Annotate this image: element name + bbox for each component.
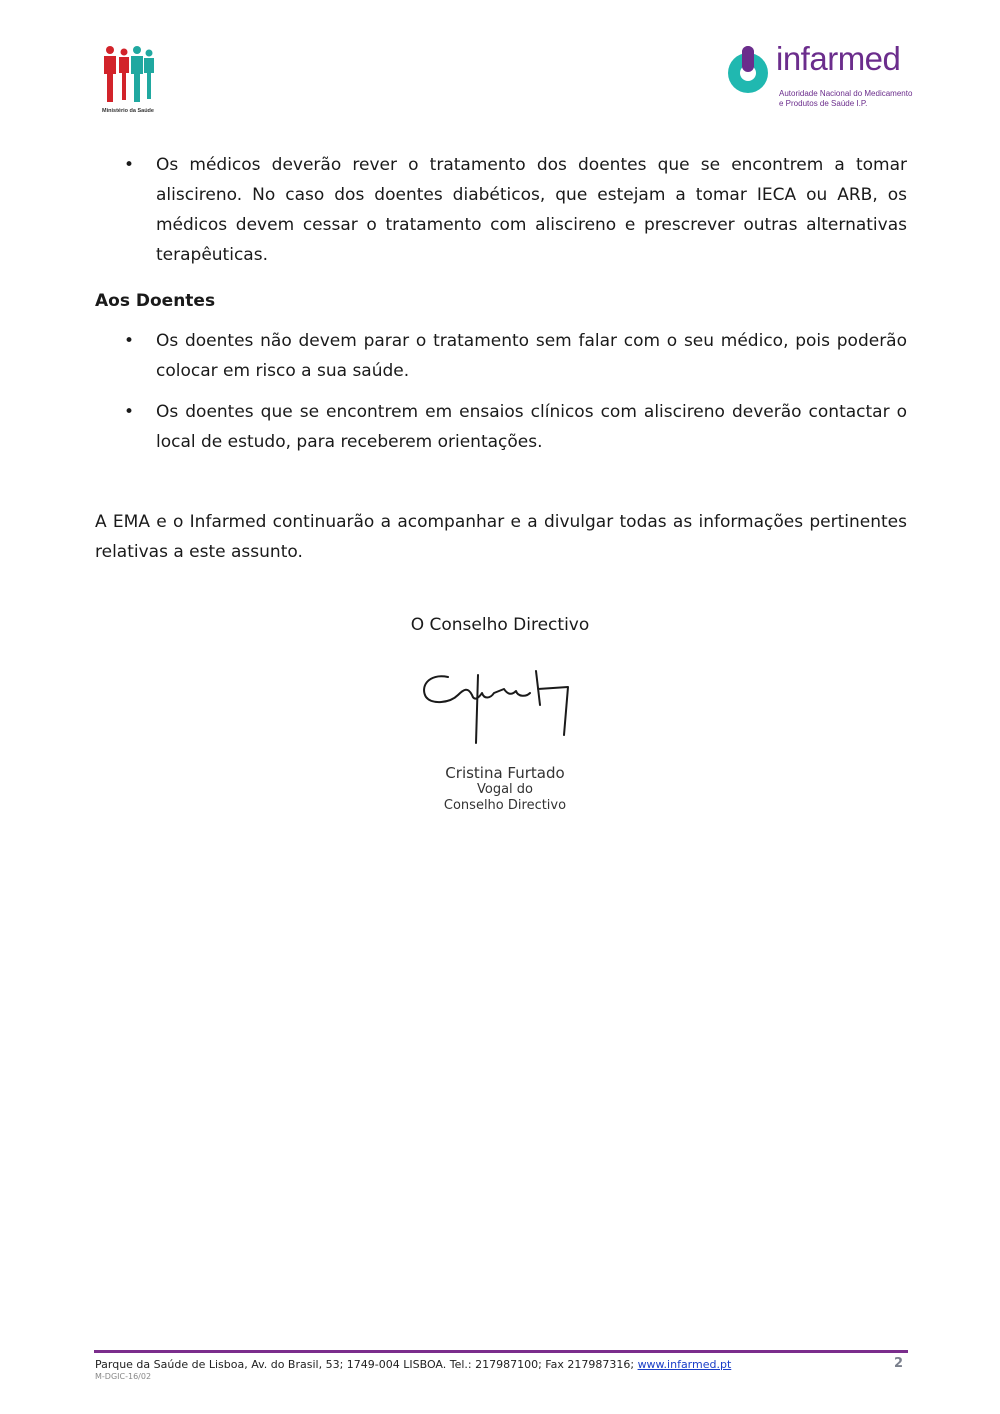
infarmed-subtitle xyxy=(779,89,912,109)
infarmed-subtitle-line2: e Produtos de Saúde I.P. xyxy=(779,99,868,108)
doctors-bullet: • Os médicos deverão rever o tratamento dos doentes que se encontrem a tomar aliscireno. No caso dos doentes diabéticos, que estejam a tomar IECA ou ARB, os médicos devem cessar o tratamento com aliscireno e prescrever outras alternativas terapêuticas. xyxy=(95,150,907,270)
signatory-role-line2: Conselho Directivo xyxy=(443,798,567,813)
page-number: 2 xyxy=(894,1356,904,1371)
form-code: M-DGIC-16/02 xyxy=(95,1372,152,1381)
council-label: O Conselho Directivo xyxy=(410,615,590,635)
ministry-logo-caption: Ministério da Saúde xyxy=(102,108,154,114)
footer xyxy=(95,1358,731,1381)
footer-address: Parque da Saúde de Lisboa, Av. do Brasil, 53; 1749-004 LISBOA. Tel.: 217987100; Fax 217987316; xyxy=(95,1358,638,1371)
infarmed-subtitle-line1: Autoridade Nacional do Medicamento xyxy=(779,89,913,98)
ministry-of-health-logo xyxy=(93,44,163,120)
patients-bullet: • Os doentes que se encontrem em ensaios clínicos com aliscireno deverão contactar o local de estudo, para receberem orientações. xyxy=(95,397,907,457)
patients-bullet: • Os doentes não devem parar o tratamento sem falar com o seu médico, pois poderão colocar em risco a sua saúde. xyxy=(95,326,907,386)
signatory-role-line1: Vogal do xyxy=(476,782,533,797)
signatory-name: Cristina Furtado xyxy=(445,764,565,782)
document-body xyxy=(95,150,907,567)
patients-heading: Aos Doentes xyxy=(95,291,216,311)
ministry-figures-icon xyxy=(93,44,163,106)
closing-paragraph: A EMA e o Infarmed continuarão a acompanhar e a divulgar todas as informações pertinentes relativas a este assunto. xyxy=(95,512,907,562)
footer-divider xyxy=(94,1350,908,1353)
footer-address-line xyxy=(95,1358,731,1371)
signatory-stamp xyxy=(405,764,605,814)
infarmed-wordmark: infarmed xyxy=(776,40,901,77)
patients-bullet-list xyxy=(95,326,907,457)
infarmed-logo xyxy=(726,40,918,114)
doctors-bullet-list xyxy=(95,150,907,270)
infarmed-mark-icon xyxy=(726,46,774,96)
handwritten-signature xyxy=(418,665,588,747)
website-link[interactable]: www.infarmed.pt xyxy=(637,1358,732,1371)
